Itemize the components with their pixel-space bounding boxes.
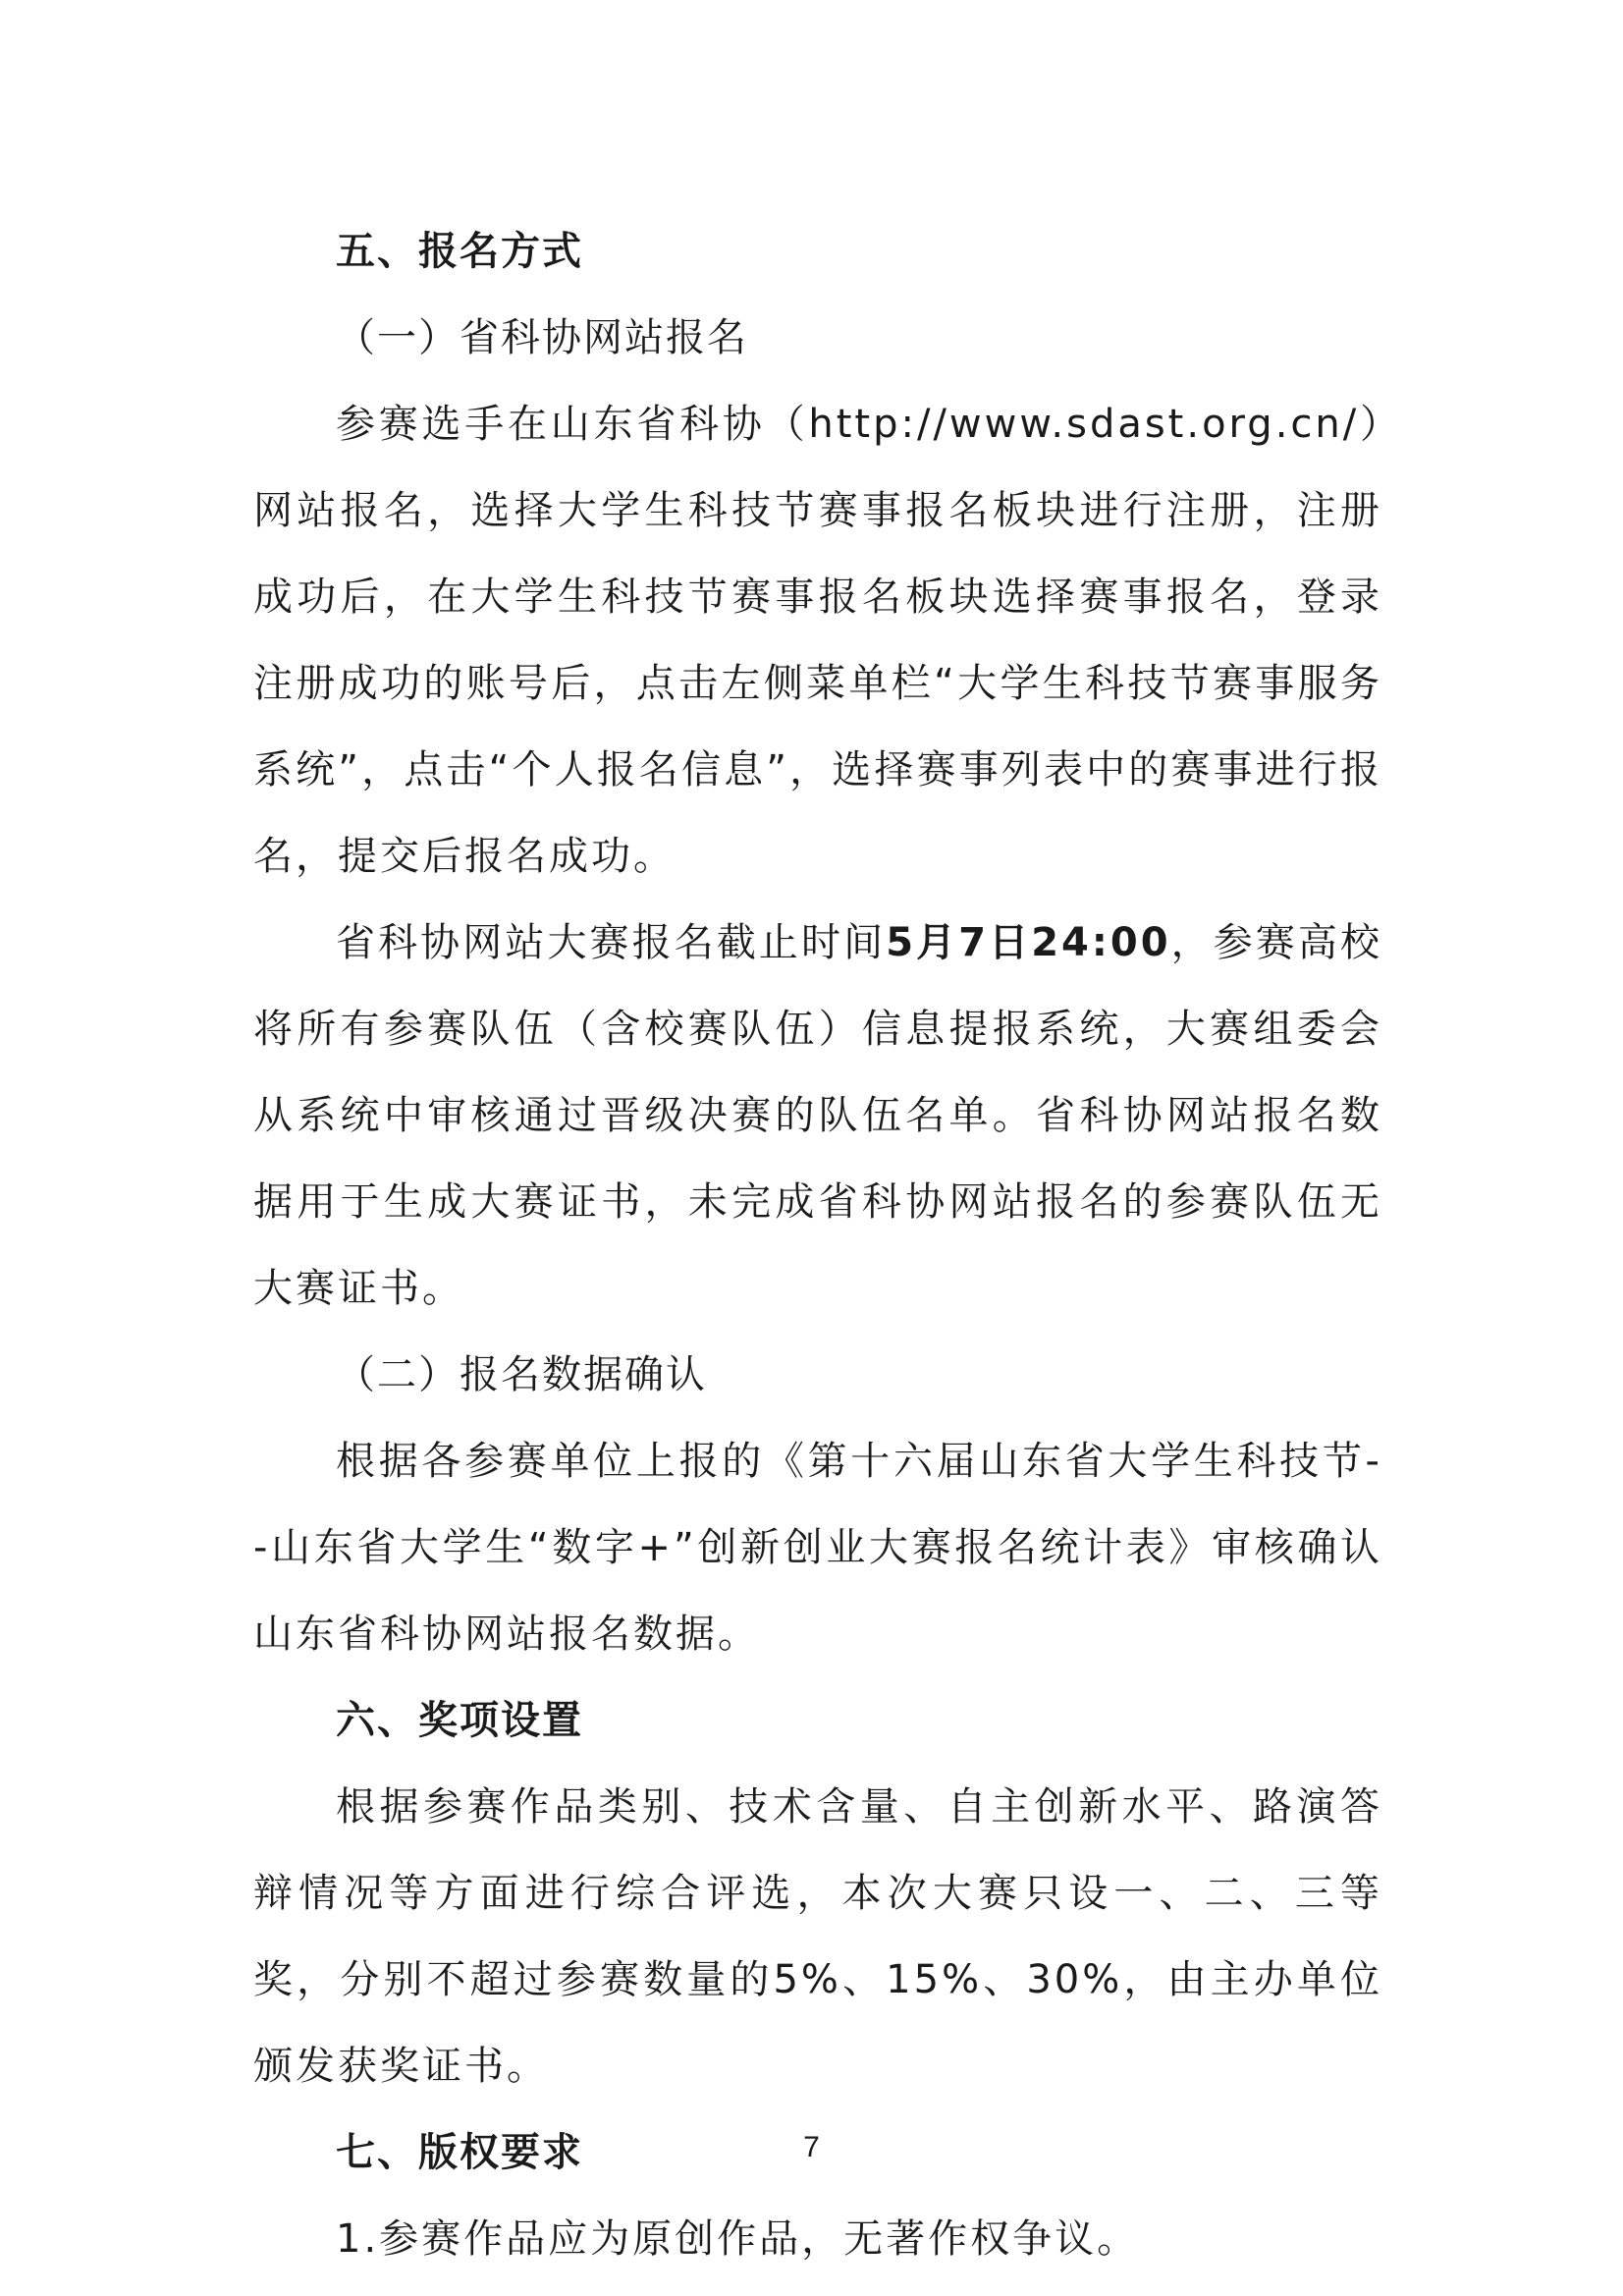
paragraph-registration-deadline	[253, 900, 1382, 1332]
deadline-prefix: 省科协网站大赛报名截止时间	[336, 920, 887, 965]
subheading-data-confirmation: （二）报名数据确认	[336, 1352, 707, 1397]
paragraph-awards: 根据参赛作品类别、技术含量、自主创新水平、路演答辩情况等方面进行综合评选，本次大赛只设一、二、三等奖，分别不超过参赛数量的5%、15%、30%，由主办单位颁发获奖证书。	[253, 1784, 1382, 2089]
page-number: 7	[803, 2131, 820, 2163]
paragraph-registration-steps: 参赛选手在山东省科协（http://www.sdast.org.cn/）网站报名，选择大学生科技节赛事报名板块进行注册，注册成功后，在大学生科技节赛事报名板块选择赛事报名，登录注册成功的账号后，点击左侧菜单栏“大学生科技节赛事服务系统”，点击“个人报名信息”，选择赛事列表中的赛事进行报名，提交后报名成功。	[253, 402, 1382, 879]
deadline-suffix: ，参赛高校将所有参赛队伍（含校赛队伍）信息提报系统，大赛组委会从系统中审核通过晋级决赛的队伍名单。省科协网站报名数据用于生成大赛证书，未完成省科协网站报名的参赛队伍无大赛证书。	[253, 920, 1383, 1311]
section-heading-registration-method: 五、报名方式	[336, 229, 583, 274]
page-content	[253, 208, 1382, 2282]
section-heading-copyright: 七、版权要求	[336, 2130, 583, 2175]
subheading-website-registration: （一）省科协网站报名	[336, 315, 748, 360]
deadline-date: 5月7日24:00	[886, 920, 1171, 965]
section-heading-awards: 六、奖项设置	[336, 1698, 583, 1743]
paragraph-data-confirmation: 根据各参赛单位上报的《第十六届山东省大学生科技节--山东省大学生“数字+”创新创业大赛报名统计表》审核确认山东省科协网站报名数据。	[253, 1439, 1382, 1657]
list-item-copyright-1: 1.参赛作品应为原创作品，无著作权争议。	[336, 2216, 1140, 2262]
